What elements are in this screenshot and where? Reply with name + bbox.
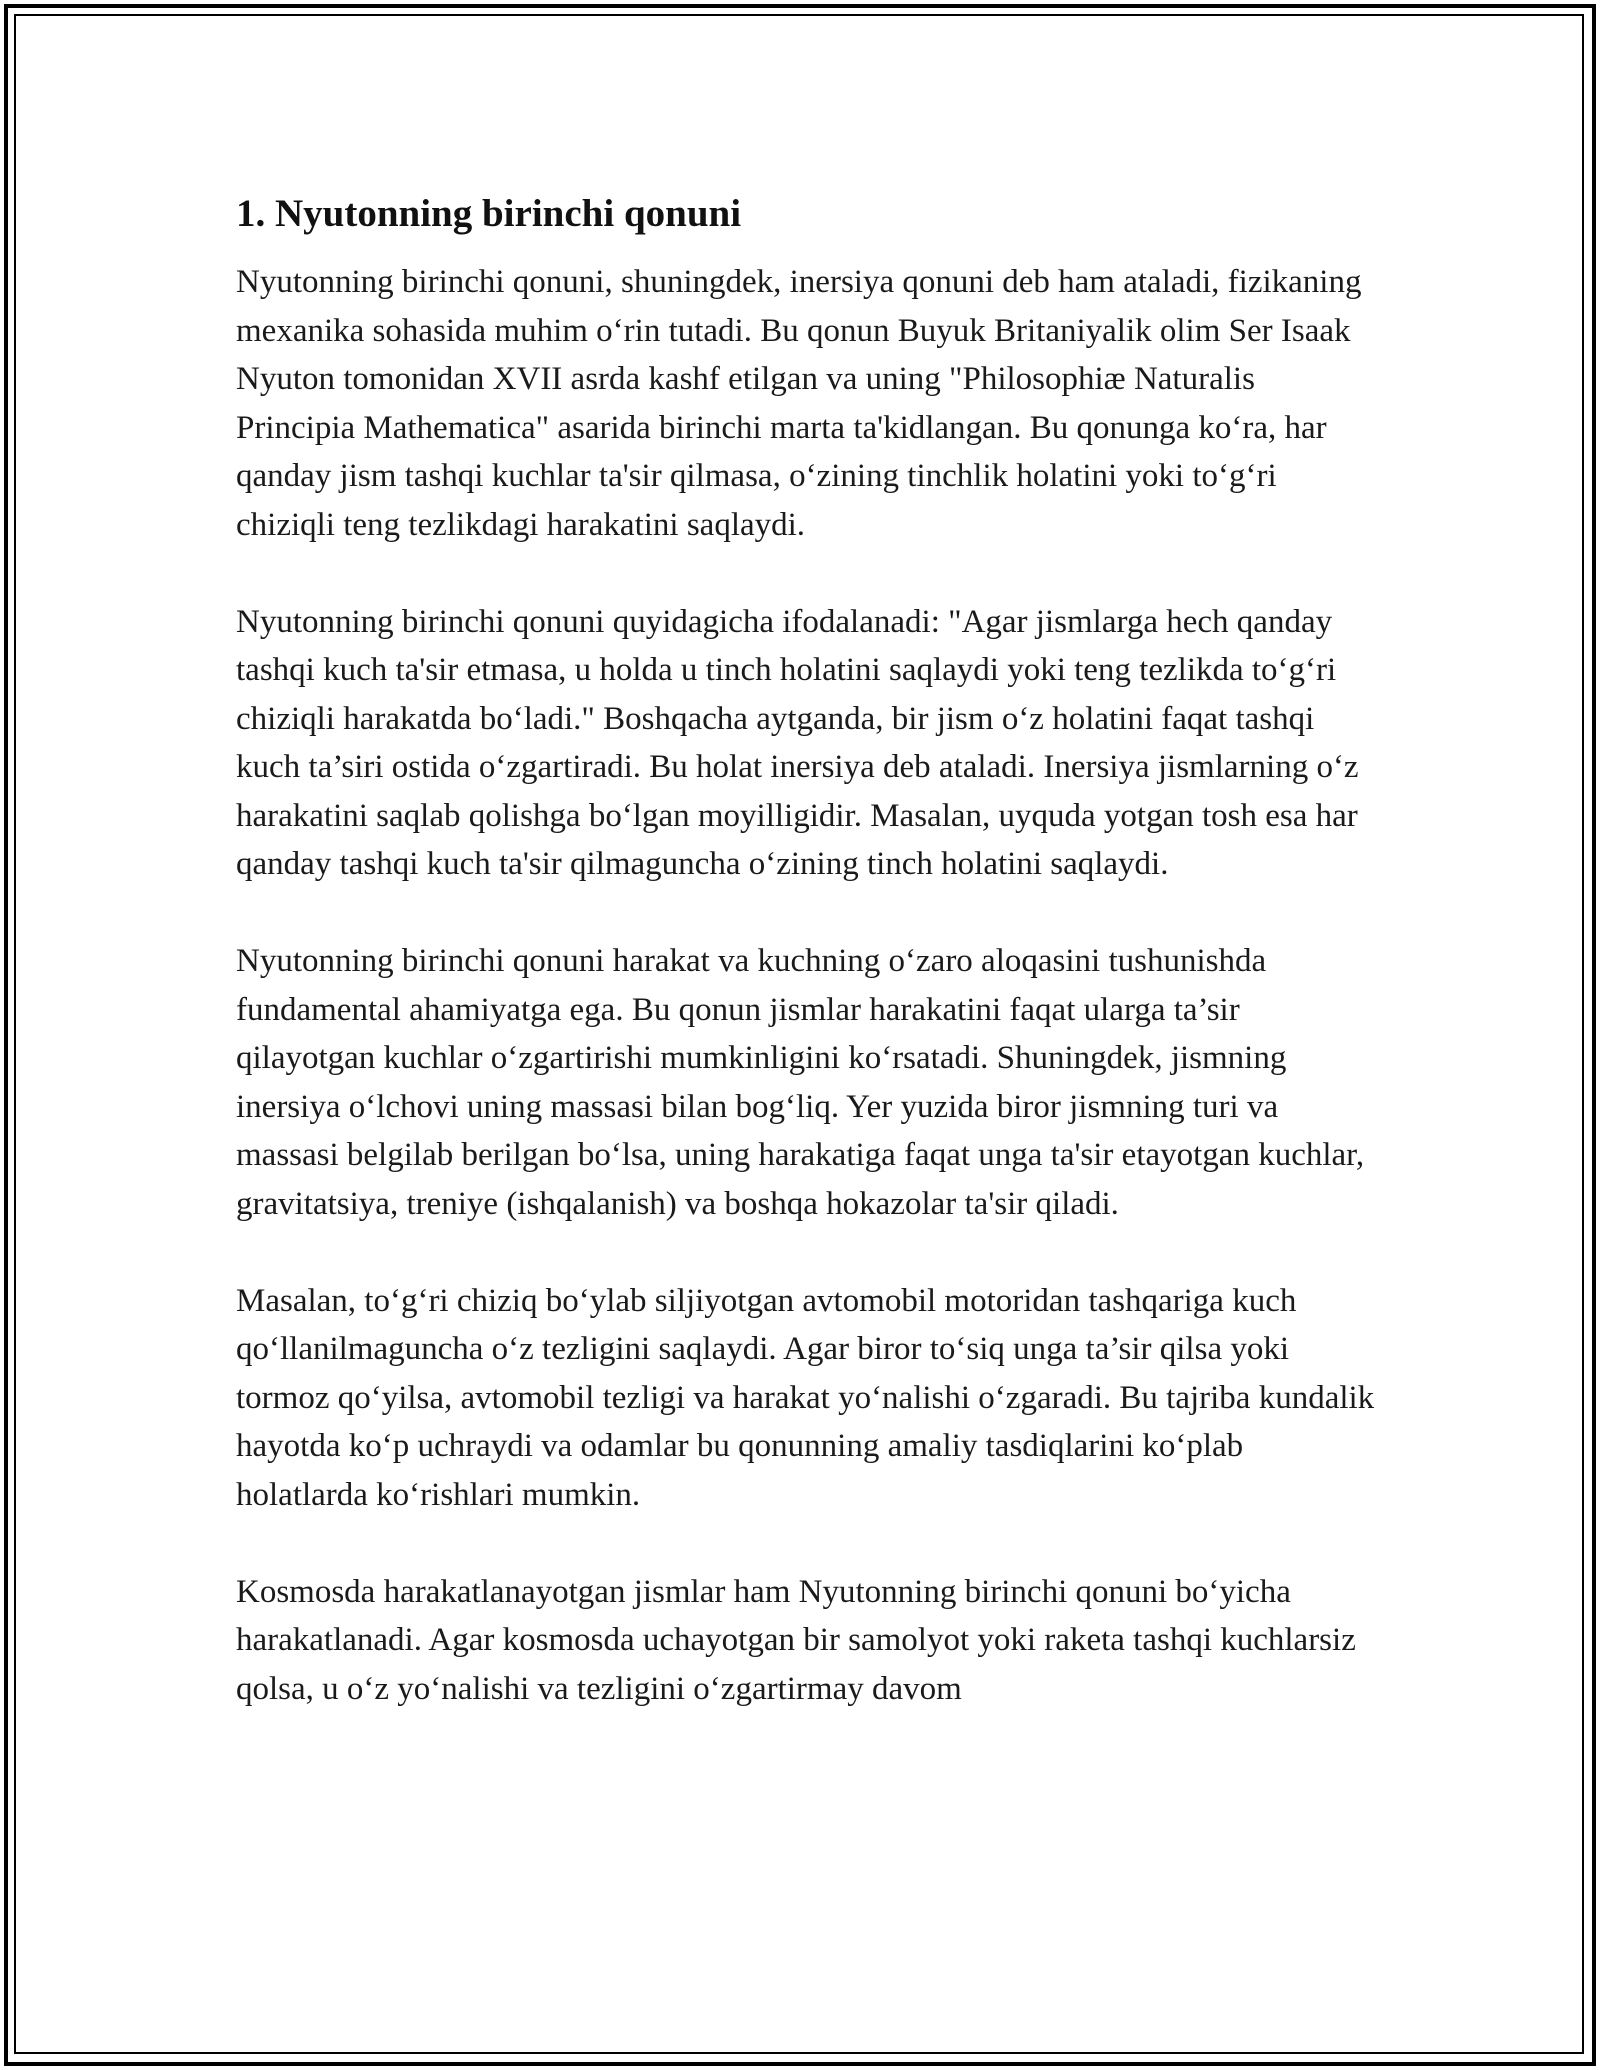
paragraph-5: Kosmosda harakatlanayotgan jismlar ham Nyutonning birinchi qonuni bo‘yicha harakatlanadi. Agar kosmosda uchayotgan bir samolyot yoki raketa tashqi kuchlarsiz qolsa, u o‘z yo‘nalishi va tezligini o‘zgartirmay davom (236, 1573, 1356, 1707)
paragraph-1: Nyutonning birinchi qonuni, shuningdek, inersiya qonuni deb ham ataladi, fizikaning mexanika sohasida muhim o‘rin tutadi. Bu qonun Buyuk Britaniyalik olim Ser Isaak Nyuton tomonidan XVII asrda kashf etilgan va uning "Philosophiæ Naturalis Principia Mathematica" asarida birinchi marta ta'kidlangan. Bu qonunga ko‘ra, har qanday jism tashqi kuchlar ta'sir qilmasa, o‘zining tinchlik holatini yoki to‘g‘ri chiziqli teng tezlikdagi harakatini saqlaydi. (236, 264, 1362, 543)
paragraph-3: Nyutonning birinchi qonuni harakat va kuchning o‘zaro aloqasini tushunishda fundamental ahamiyatga ega. Bu qonun jismlar harakatini faqat ularga ta’sir qilayotgan kuchlar o‘zgartirishi mumkinligini ko‘rsatadi. Shuningdek, jismning inersiya o‘lchovi uning massasi bilan bog‘liq. Yer yuzida biror jismning turi va massasi belgilab berilgan bo‘lsa, uning harakatiga faqat unga ta'sir etayotgan kuchlar, gravitatsiya, treniye (ishqalanish) va boshqa hokazolar ta'sir qiladi. (236, 943, 1365, 1222)
paragraph-4: Masalan, to‘g‘ri chiziq bo‘ylab siljiyotgan avtomobil motoridan tashqariga kuch qo‘llanilmaguncha o‘z tezligini saqlaydi. Agar biror to‘siq unga ta’sir qilsa yoki tormoz qo‘yilsa, avtomobil tezligi va harakat yo‘nalishi o‘zgaradi. Bu tajriba kundalik hayotda ko‘p uchraydi va odamlar bu qonunning amaliy tasdiqlarini ko‘plab holatlarda ko‘rishlari mumkin. (236, 1282, 1375, 1513)
section-heading: 1. Nyutonning birinchi qonuni (236, 192, 742, 235)
document-body (236, 188, 1376, 1762)
paragraph-2: Nyutonning birinchi qonuni quyidagicha ifodalanadi: "Agar jismlarga hech qanday tashqi kuch ta'sir etmasa, u holda u tinch holatini saqlaydi yoki teng tezlikda to‘g‘ri chiziqli harakatda bo‘ladi." Boshqacha aytganda, bir jism o‘z holatini faqat tashqi kuch ta’siri ostida o‘zgartiradi. Bu holat inersiya deb ataladi. Inersiya jismlarning o‘z harakatini saqlab qolishga bo‘lgan moyilligidir. Masalan, uyquda yotgan tosh esa har qanday tashqi kuch ta'sir qilmaguncha o‘zining tinch holatini saqlaydi. (236, 603, 1359, 882)
